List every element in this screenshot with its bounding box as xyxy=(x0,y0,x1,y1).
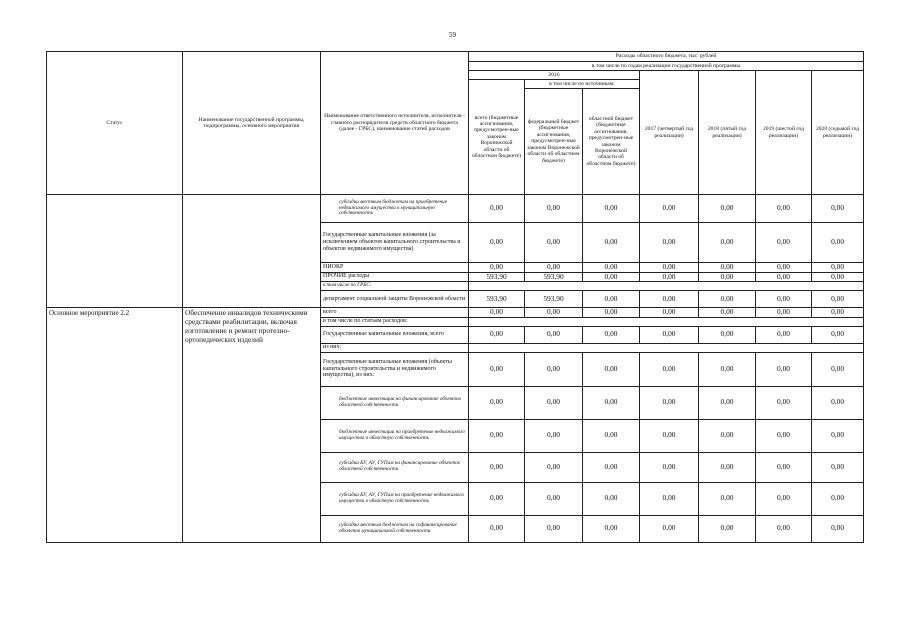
value-cell: 0,00 xyxy=(699,272,756,282)
row-label: Государственные капитальные вложения, всего xyxy=(321,326,469,343)
value-cell: 0,00 xyxy=(699,419,756,452)
value-cell: 0,00 xyxy=(756,452,812,482)
status-cell: Основное мероприятие 2.2 xyxy=(47,308,183,543)
value-cell: 0,00 xyxy=(469,326,525,343)
value-cell: 0,00 xyxy=(699,326,756,343)
value-cell: 0,00 xyxy=(469,195,525,223)
header-total: всего (бюджетные ассигнования, предусмотрен-ные законом Воронежской области об областном бюджете) xyxy=(469,80,525,195)
value-cell: 0,00 xyxy=(699,263,756,273)
table-row xyxy=(47,308,864,318)
value-cell: 0,00 xyxy=(699,291,756,308)
value-cell: 593,90 xyxy=(469,272,525,282)
value-cell: 0,00 xyxy=(812,326,864,343)
value-cell: 0,00 xyxy=(469,386,525,419)
row-label: Государственные капитальные вложения (за исключением объектов капитального строительства и объектов недвижимого имущества) xyxy=(321,223,469,263)
row-label: ПРОЧИЕ расходы xyxy=(321,272,469,282)
value-cell: 0,00 xyxy=(525,482,583,515)
value-cell: 0,00 xyxy=(640,223,699,263)
value-cell: 0,00 xyxy=(583,308,640,318)
value-cell: 0,00 xyxy=(756,482,812,515)
status-cell-empty xyxy=(47,195,183,308)
header-status: Статус xyxy=(47,52,183,195)
value-cell: 0,00 xyxy=(525,223,583,263)
header-federal: федеральный бюджет (бюджетные ассигнования, предусмотрен-ные законом Воронежской области об областном бюджете) xyxy=(525,89,583,195)
header-year-2016: 2016 xyxy=(469,71,640,80)
value-cell: 0,00 xyxy=(812,452,864,482)
value-cell: 0,00 xyxy=(756,272,812,282)
value-cell: 0,00 xyxy=(640,195,699,223)
value-cell: 0,00 xyxy=(469,419,525,452)
value-cell: 0,00 xyxy=(525,515,583,542)
value-cell: 0,00 xyxy=(583,195,640,223)
value-cell: 0,00 xyxy=(640,515,699,542)
value-cell: 0,00 xyxy=(756,223,812,263)
value-cell: 0,00 xyxy=(756,291,812,308)
value-cell: 0,00 xyxy=(525,195,583,223)
value-cell: 0,00 xyxy=(699,386,756,419)
row-label: в том числе по ГРБС: xyxy=(321,282,469,291)
value-cell: 0,00 xyxy=(756,326,812,343)
value-cell: 0,00 xyxy=(699,515,756,542)
header-by-years: в том числе по годам реализации государственной программы xyxy=(469,62,864,71)
value-cell: 0,00 xyxy=(640,352,699,386)
row-label: бюджетные инвестиции на приобретение недвижимого имущества в областную собственность xyxy=(321,419,469,452)
value-cell: 0,00 xyxy=(525,419,583,452)
value-cell: 0,00 xyxy=(469,308,525,318)
value-cell: 0,00 xyxy=(583,515,640,542)
value-cell: 0,00 xyxy=(756,195,812,223)
value-cell: 0,00 xyxy=(525,352,583,386)
row-label: субсидии БУ, АУ, ГУПам на финансирование объектов областной собственности xyxy=(321,452,469,482)
value-cell: 0,00 xyxy=(525,326,583,343)
row-label: Государственные капитальные вложения (объекты капитального строительства и недвижимого имущества), из них: xyxy=(321,352,469,386)
value-cell: 0,00 xyxy=(583,352,640,386)
value-cell: 0,00 xyxy=(812,515,864,542)
value-cell: 0,00 xyxy=(699,452,756,482)
header-sources: в том числе по источникам: xyxy=(525,80,640,89)
value-cell: 0,00 xyxy=(812,308,864,318)
header-2019: 2019 (шестой год реализации) xyxy=(756,71,812,195)
value-cell: 0,00 xyxy=(525,263,583,273)
program-cell: Обеспечение инвалидов техническими средствами реабилитации, включая изготовление и ремонт протезно-ортопедических изделий xyxy=(183,308,321,543)
value-cell: 0,00 xyxy=(469,223,525,263)
row-label: департамент социальной защиты Воронежской области xyxy=(321,291,469,308)
value-cell: 0,00 xyxy=(699,482,756,515)
value-cell: 0,00 xyxy=(583,291,640,308)
program-cell-empty xyxy=(183,195,321,308)
value-cell: 0,00 xyxy=(583,386,640,419)
header-2020: 2020 (седьмой год реализации) xyxy=(812,71,864,195)
value-cell: 0,00 xyxy=(640,452,699,482)
empty-values xyxy=(469,343,864,352)
value-cell: 0,00 xyxy=(525,386,583,419)
value-cell: 0,00 xyxy=(812,195,864,223)
value-cell: 0,00 xyxy=(469,263,525,273)
header-expenses: Расходы областного бюджета, тыс. рублей xyxy=(469,52,864,62)
header-executor: Наименование ответственного исполнителя, исполнителя - главного распорядителя средств областного бюджета (далее - ГРБС), наименование статей расходов xyxy=(321,52,469,195)
value-cell: 0,00 xyxy=(756,515,812,542)
value-cell: 0,00 xyxy=(469,352,525,386)
value-cell: 0,00 xyxy=(812,291,864,308)
row-label: из них: xyxy=(321,343,469,352)
value-cell: 0,00 xyxy=(640,263,699,273)
value-cell: 0,00 xyxy=(756,419,812,452)
value-cell: 0,00 xyxy=(756,263,812,273)
header-2018: 2018 (пятый год реализации) xyxy=(699,71,756,195)
value-cell: 0,00 xyxy=(469,452,525,482)
row-label: субсидии БУ, АУ, ГУПам на приобретение недвижимого имущества в областную собственность xyxy=(321,482,469,515)
row-label: субсидии местным бюджетам на приобретение недвижимого имущества в муниципальную собственность xyxy=(321,195,469,223)
value-cell: 0,00 xyxy=(812,272,864,282)
row-label: НИОКР xyxy=(321,263,469,273)
value-cell: 593,90 xyxy=(525,272,583,282)
value-cell: 593,90 xyxy=(469,291,525,308)
value-cell: 0,00 xyxy=(699,308,756,318)
value-cell: 0,00 xyxy=(756,308,812,318)
value-cell: 0,00 xyxy=(640,386,699,419)
value-cell: 0,00 xyxy=(583,482,640,515)
row-label: всего xyxy=(321,308,469,318)
value-cell: 0,00 xyxy=(525,308,583,318)
value-cell: 0,00 xyxy=(583,263,640,273)
value-cell: 0,00 xyxy=(583,223,640,263)
value-cell: 0,00 xyxy=(583,452,640,482)
row-label: бюджетные инвестиции на финансирование объектов областной собственности xyxy=(321,386,469,419)
value-cell: 0,00 xyxy=(812,386,864,419)
value-cell: 0,00 xyxy=(469,482,525,515)
value-cell: 0,00 xyxy=(812,482,864,515)
row-label: субсидии местным бюджетам на софинансирование объектов муниципальной собственности xyxy=(321,515,469,542)
value-cell: 0,00 xyxy=(699,352,756,386)
value-cell: 0,00 xyxy=(812,263,864,273)
page-number: 59 xyxy=(449,31,456,39)
value-cell: 0,00 xyxy=(583,272,640,282)
header-2017: 2017 (четвертый год реализации) xyxy=(640,71,699,195)
value-cell: 0,00 xyxy=(812,223,864,263)
value-cell: 0,00 xyxy=(583,326,640,343)
value-cell: 0,00 xyxy=(699,195,756,223)
value-cell: 0,00 xyxy=(756,352,812,386)
value-cell: 593,90 xyxy=(525,291,583,308)
value-cell: 0,00 xyxy=(812,419,864,452)
value-cell: 0,00 xyxy=(640,272,699,282)
value-cell: 0,00 xyxy=(640,308,699,318)
value-cell: 0,00 xyxy=(812,352,864,386)
value-cell: 0,00 xyxy=(640,326,699,343)
value-cell: 0,00 xyxy=(756,386,812,419)
table-row xyxy=(47,195,864,223)
value-cell: 0,00 xyxy=(640,482,699,515)
value-cell: 0,00 xyxy=(640,419,699,452)
header-program: Наименование государственной программы, подпрограммы, основного мероприятия xyxy=(183,52,321,195)
value-cell: 0,00 xyxy=(583,419,640,452)
empty-values xyxy=(469,282,864,291)
value-cell: 0,00 xyxy=(699,223,756,263)
budget-table xyxy=(46,51,864,543)
value-cell: 0,00 xyxy=(525,452,583,482)
value-cell: 0,00 xyxy=(469,515,525,542)
value-cell: 0,00 xyxy=(640,291,699,308)
row-label: в том числе по статьям расходов: xyxy=(321,317,469,326)
header-regional: областной бюджет (бюджетные ассигнования, предусмотрен-ные законом Воронежской области об областном бюджете) xyxy=(583,89,640,195)
empty-values xyxy=(469,317,864,326)
